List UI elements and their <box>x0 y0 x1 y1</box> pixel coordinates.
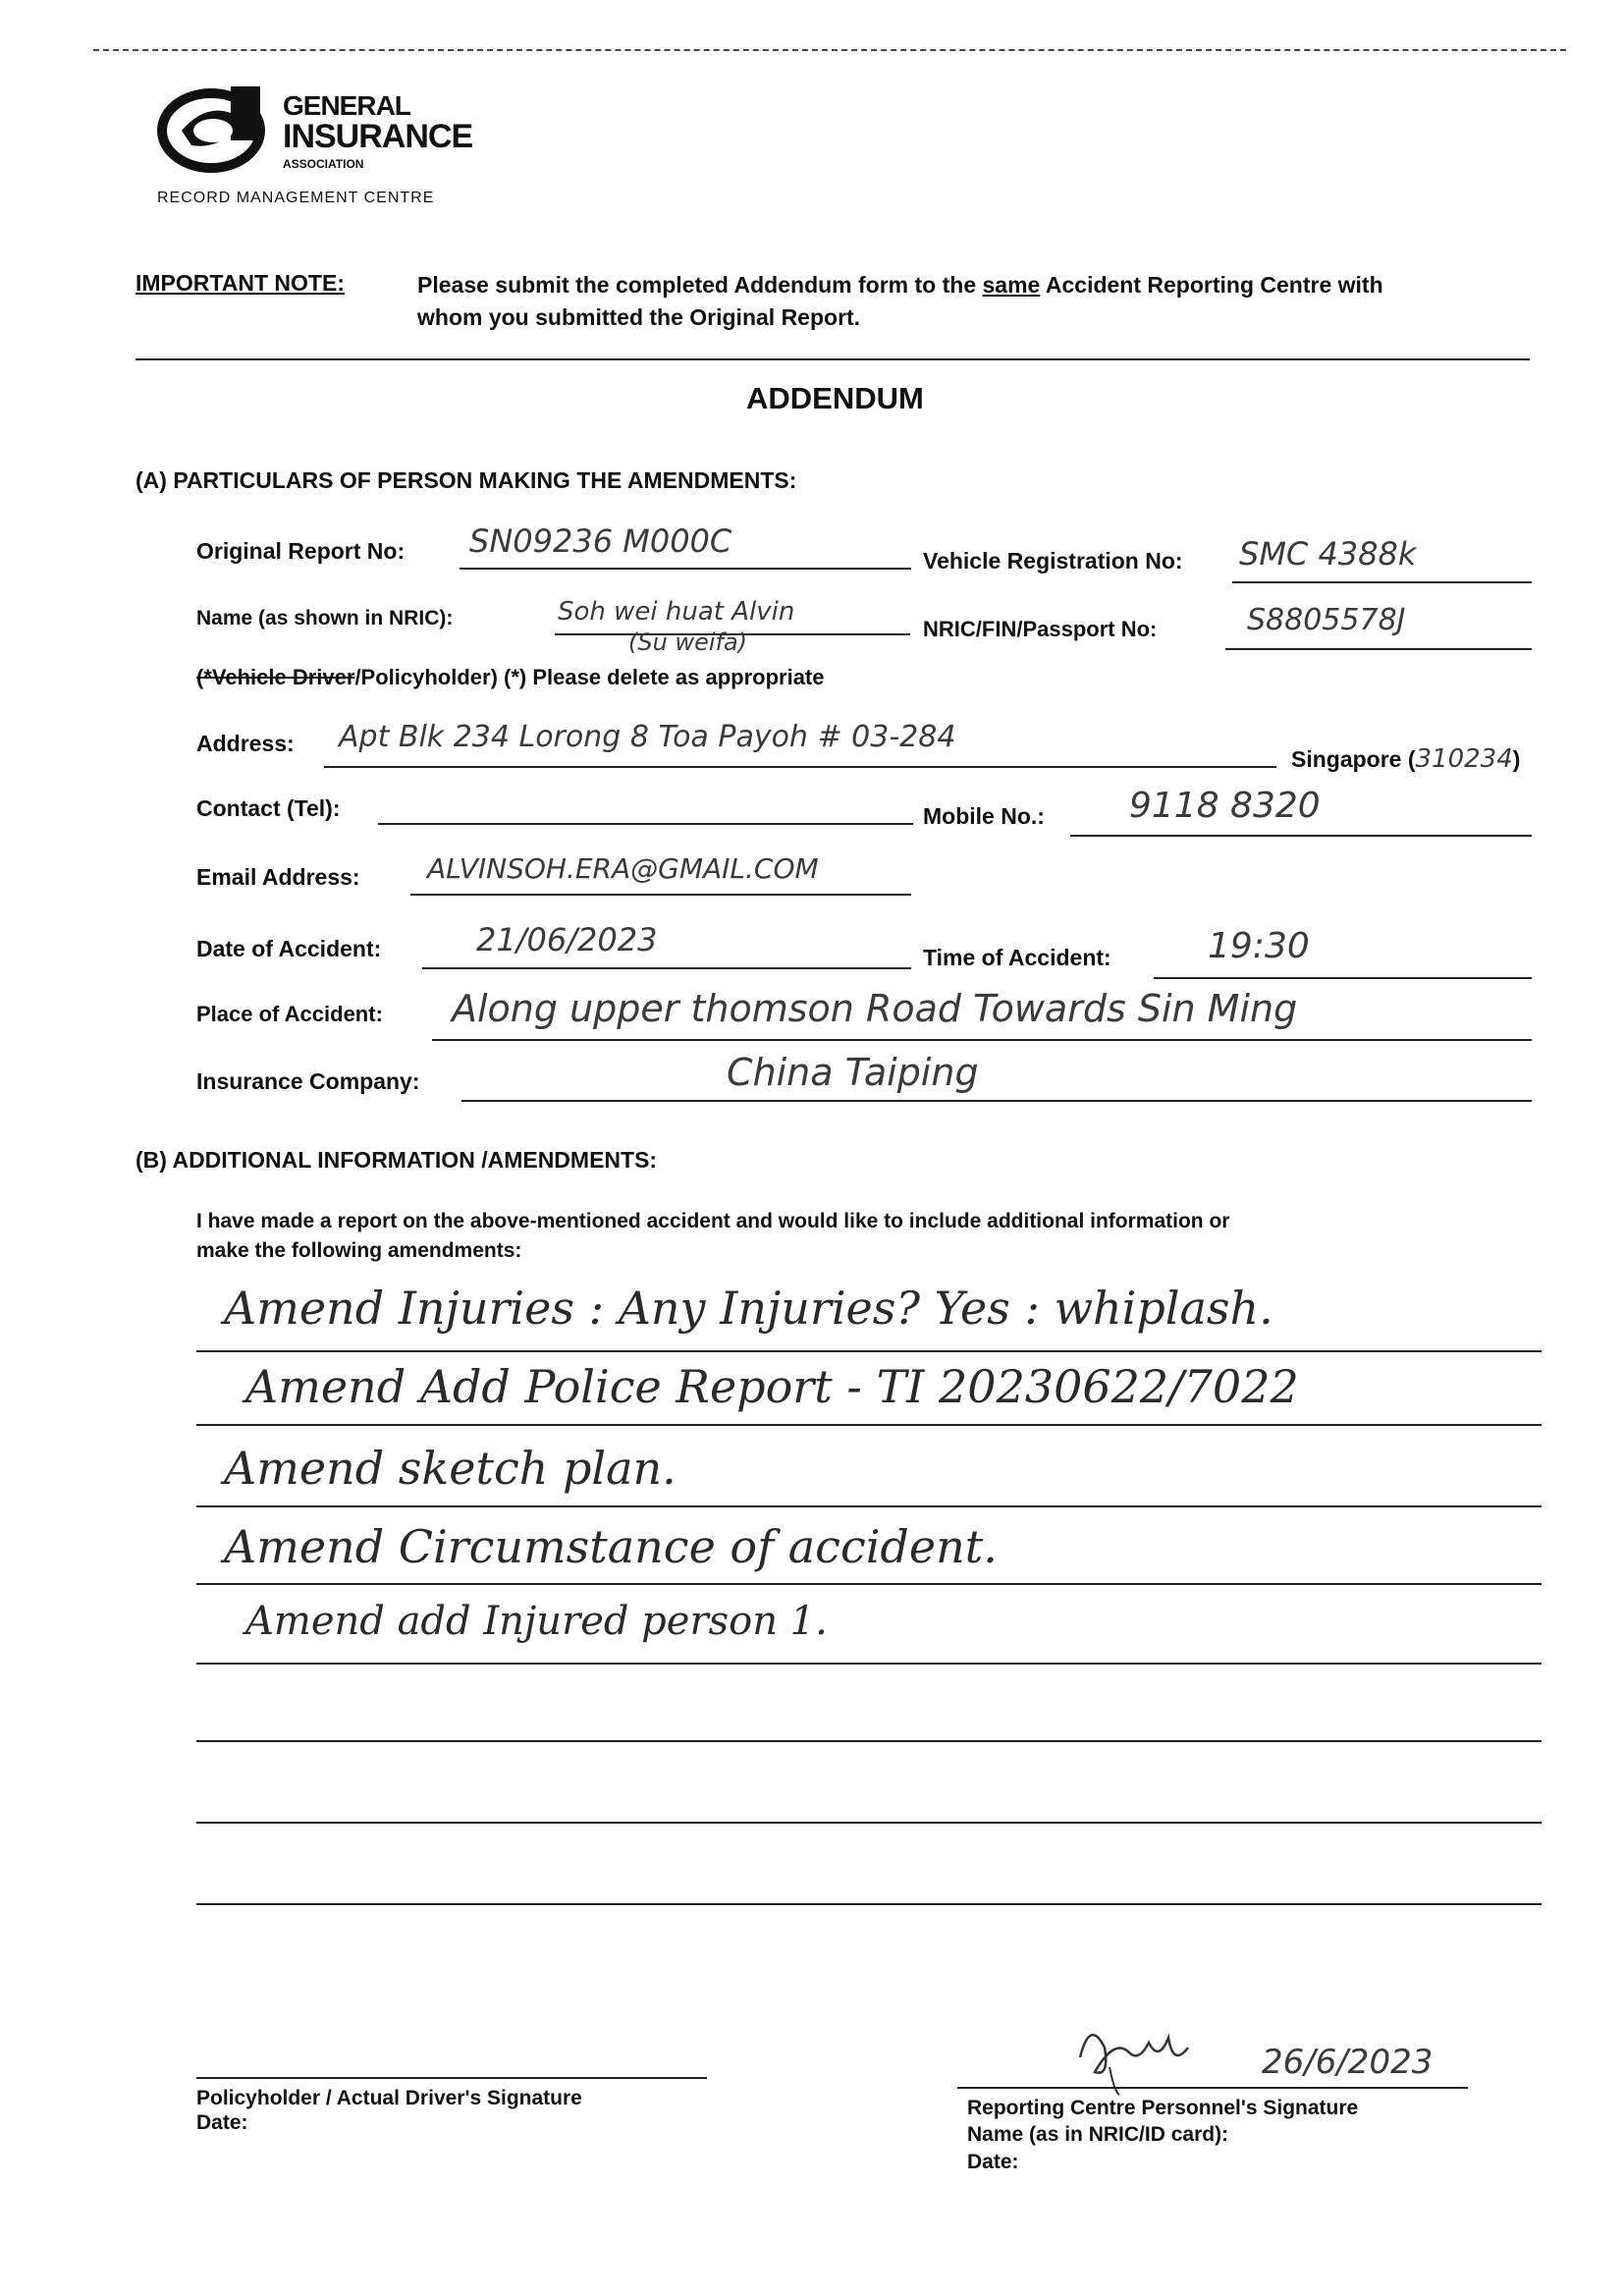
date-line <box>422 967 911 969</box>
amendment-rule-8 <box>196 1903 1542 1905</box>
section-a-heading: (A) PARTICULARS OF PERSON MAKING THE AMENDMENTS: <box>135 467 797 493</box>
mobile-line <box>1070 835 1532 837</box>
name-value: Soh wei huat Alvin <box>558 597 795 627</box>
right-signature-line <box>957 2087 1468 2089</box>
singapore-close: ) <box>1512 746 1521 772</box>
vehicle-reg-line <box>1232 581 1532 583</box>
place-line <box>432 1039 1532 1041</box>
contact-line <box>378 823 913 825</box>
original-report-value: SN09236 M000C <box>469 522 732 560</box>
amendment-rule-7 <box>196 1822 1542 1824</box>
vehicle-reg-label: Vehicle Registration No: <box>923 548 1183 574</box>
singapore-postal <box>1291 744 1520 774</box>
amendment-rule-5 <box>196 1663 1542 1665</box>
nric-value: S8805578J <box>1247 603 1406 637</box>
address-line <box>324 766 1276 768</box>
time-line <box>1154 977 1532 979</box>
amendment-line-1: Amend Injuries : Any Injuries? Yes : whiplash. <box>224 1282 1273 1335</box>
amendment-rule-1 <box>196 1350 1542 1352</box>
insurer-label: Insurance Company: <box>196 1068 420 1094</box>
amendment-line-3: Amend sketch plan. <box>224 1442 677 1495</box>
vehicle-reg-value: SMC 4388k <box>1239 535 1417 573</box>
logo-line-association: ASSOCIATION <box>283 157 364 171</box>
delete-note-struck: (*Vehicle Driver <box>196 665 355 689</box>
contact-label: Contact (Tel): <box>196 795 341 821</box>
left-signature-label: Policyholder / Actual Driver's Signature <box>196 2087 582 2109</box>
note-line1-same: same <box>982 272 1041 298</box>
important-note-label: IMPORTANT NOTE: <box>135 270 345 296</box>
right-date-label: Date: <box>967 2151 1019 2173</box>
amendment-rule-2 <box>196 1424 1542 1426</box>
original-report-line <box>460 568 911 570</box>
left-date-label: Date: <box>196 2111 248 2134</box>
left-signature-line <box>196 2077 707 2079</box>
insurer-line <box>461 1100 1532 1102</box>
mobile-label: Mobile No.: <box>923 803 1045 829</box>
nric-label: NRIC/FIN/Passport No: <box>923 617 1158 641</box>
personnel-signed-date: 26/6/2023 <box>1262 2043 1434 2082</box>
gia-logo <box>152 77 476 175</box>
place-value: Along upper thomson Road Towards Sin Ming <box>452 987 1298 1030</box>
name-value-secondary: (Su weifa) <box>628 629 748 656</box>
address-label: Address: <box>196 731 295 756</box>
email-label: Email Address: <box>196 864 360 890</box>
right-signature-label: Reporting Centre Personnel's Signature <box>967 2097 1359 2119</box>
gia-emblem-icon <box>152 77 280 175</box>
logo-subtitle: RECORD MANAGEMENT CENTRE <box>157 190 435 206</box>
insurer-value: China Taiping <box>727 1051 979 1094</box>
date-label: Date of Accident: <box>196 936 382 961</box>
nric-line <box>1225 648 1532 650</box>
email-line <box>410 894 911 896</box>
separator-rule <box>135 358 1530 360</box>
email-value: ALVINSOH.ERA@GMAIL.COM <box>427 852 819 885</box>
mobile-value: 9118 8320 <box>1129 786 1321 826</box>
personnel-signature-icon <box>1070 2008 1198 2097</box>
section-b-intro-line1: I have made a report on the above-mentioned accident and would like to include additional information or <box>196 1210 1230 1232</box>
important-note-line2: whom you submitted the Original Report. <box>417 304 861 330</box>
singapore-label: Singapore ( <box>1291 746 1416 772</box>
note-line1-pre: Please submit the completed Addendum form to the <box>417 272 977 298</box>
logo-line-insurance: INSURANCE <box>283 118 473 155</box>
right-name-label: Name (as in NRIC/ID card): <box>967 2123 1229 2146</box>
place-label: Place of Accident: <box>196 1002 383 1026</box>
delete-note <box>196 665 825 690</box>
delete-note-rest: /Policyholder) (*) Please delete as appropriate <box>354 665 825 689</box>
section-b-intro-line2: make the following amendments: <box>196 1239 522 1262</box>
address-value: Apt Blk 234 Lorong 8 Toa Payoh # 03-284 <box>339 720 956 754</box>
logo-line-general: GENERAL <box>283 90 410 121</box>
section-b-heading: (B) ADDITIONAL INFORMATION /AMENDMENTS: <box>135 1147 658 1173</box>
time-value: 19:30 <box>1208 926 1310 966</box>
amendment-rule-6 <box>196 1740 1542 1742</box>
name-label: Name (as shown in NRIC): <box>196 607 454 629</box>
time-label: Time of Accident: <box>923 945 1111 970</box>
page-title: ADDENDUM <box>746 381 924 415</box>
postal-code-value: 310234 <box>1415 744 1513 774</box>
amendment-rule-4 <box>196 1583 1542 1585</box>
amendment-line-4: Amend Circumstance of accident. <box>224 1520 998 1573</box>
important-note-line1 <box>417 272 1383 299</box>
top-border-line <box>93 49 1566 51</box>
amendment-line-2: Amend Add Police Report - TI 20230622/7022 <box>245 1360 1299 1413</box>
note-line1-post: Accident Reporting Centre with <box>1045 272 1383 298</box>
amendment-line-5: Amend add Injured person 1. <box>245 1599 828 1644</box>
date-value: 21/06/2023 <box>476 921 658 958</box>
amendment-rule-3 <box>196 1505 1542 1507</box>
original-report-label: Original Report No: <box>196 538 406 564</box>
